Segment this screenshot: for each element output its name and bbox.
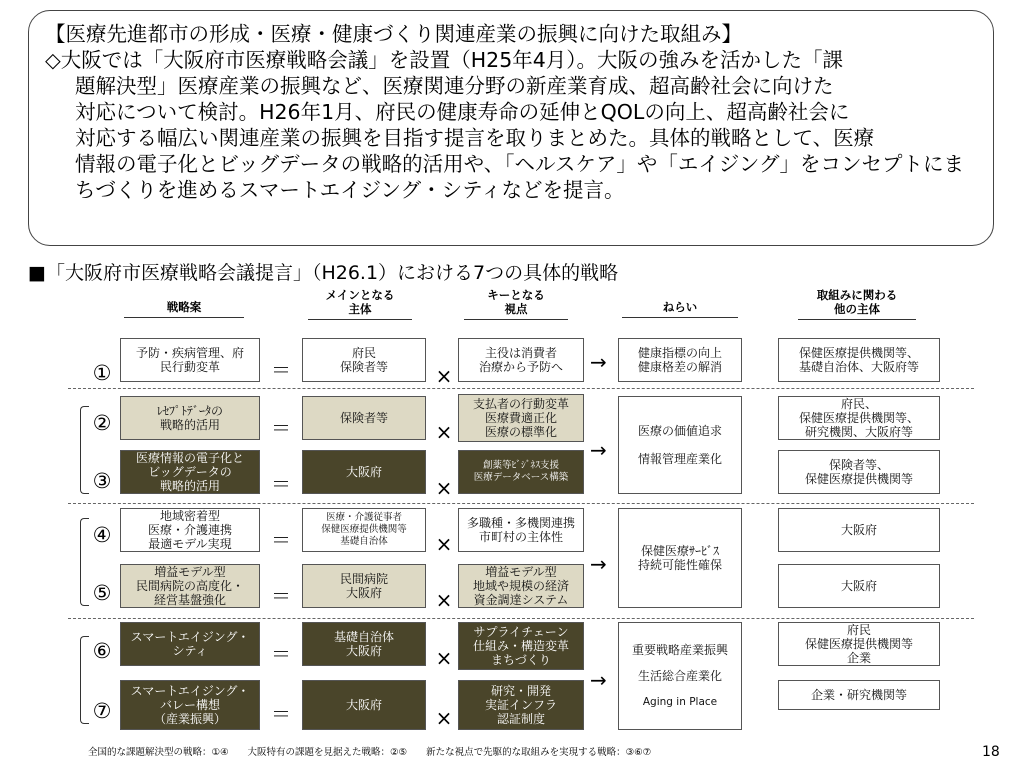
header-strategy: 戦略案 xyxy=(124,300,244,314)
arrow-icon: → xyxy=(590,350,607,374)
arrow-icon: → xyxy=(590,438,607,462)
section-title: ■「大阪府市医療戦略会議提言」（H26.1）における7つの具体的戦略 xyxy=(28,262,619,284)
footer-note: 全国的な課題解決型の戦略：①④ 大阪特有の課題を見据えた戦略：②⑤ 新たな視点で先駆的な取組みを実現する戦略：③⑥⑦ xyxy=(88,747,652,758)
key-view-box: サプライチェーン 仕組み・構造変革 まちづくり xyxy=(458,622,584,670)
other-actors-box: 大阪府 xyxy=(778,564,940,608)
header-other-actors: 取組みに関わる 他の主体 xyxy=(798,288,916,316)
group-divider xyxy=(68,618,974,619)
times-sign: × xyxy=(435,420,453,444)
main-actor-box: 医療・介護従事者 保健医療提供機関等 基礎自治体 xyxy=(302,508,426,552)
other-actors-box: 保健医療提供機関等、 基礎自治体、大阪府等 xyxy=(778,338,940,382)
arrow-icon: → xyxy=(590,552,607,576)
strategy-box: ﾚｾﾌﾟﾄﾃﾞｰﾀの 戦略的活用 xyxy=(120,396,260,440)
group-divider xyxy=(68,388,974,389)
equals-sign: ＝ xyxy=(271,416,291,440)
page-number: 18 xyxy=(982,744,1000,760)
main-actor-box: 大阪府 xyxy=(302,450,426,494)
equals-sign: ＝ xyxy=(271,472,291,496)
intro-line: ◇大阪では「大阪府市医療戦略会議」を設置（H25年4月）。大阪の強みを活かした「課 xyxy=(45,48,844,72)
strategy-box: スマートエイジング・ シティ xyxy=(120,622,260,666)
other-actors-box: 府民 保健医療提供機関等 企業 xyxy=(778,622,940,666)
other-actors-box: 大阪府 xyxy=(778,508,940,552)
other-actors-box: 府民、 保健医療提供機関等、 研究機関、大阪府等 xyxy=(778,396,940,440)
intro-line: 対応について検討。H26年1月、府民の健康寿命の延伸とQOLの向上、超高齢社会に xyxy=(75,100,850,124)
times-sign: × xyxy=(435,476,453,500)
aim-box: 健康指標の向上 健康格差の解消 xyxy=(618,338,742,382)
other-actors-box: 保険者等、 保健医療提供機関等 xyxy=(778,450,940,494)
main-actor-box: 府民 保険者等 xyxy=(302,338,426,382)
key-view-box: 主役は消費者 治療から予防へ xyxy=(458,338,584,382)
key-view-box: 支払者の行動変革 医療費適正化 医療の標準化 xyxy=(458,394,584,442)
times-sign: × xyxy=(435,706,453,730)
equals-sign: ＝ xyxy=(271,584,291,608)
times-sign: × xyxy=(435,588,453,612)
key-view-box: 多職種・多機関連携 市町村の主体性 xyxy=(458,508,584,552)
row-number: ⑤ xyxy=(92,581,112,605)
intro-heading: 【医療先進都市の形成・医療・健康づくり関連産業の振興に向けた取組み】 xyxy=(45,22,742,46)
intro-line: 題解決型」医療産業の振興など、医療関連分野の新産業育成、超高齢社会に向けた xyxy=(75,74,834,98)
strategy-box: 予防・疾病管理、府 民行動変革 xyxy=(120,338,260,382)
key-view-box: 増益モデル型 地域や規模の経済 資金調達システム xyxy=(458,564,584,608)
intro-box xyxy=(28,10,994,246)
main-actor-box: 保険者等 xyxy=(302,396,426,440)
row-number: ⑥ xyxy=(92,639,112,663)
header-aim: ねらい xyxy=(622,300,738,314)
strategy-box: 増益モデル型 民間病院の高度化・ 経営基盤強化 xyxy=(120,564,260,608)
main-actor-box: 民間病院 大阪府 xyxy=(302,564,426,608)
key-view-box: 研究・開発 実証インフラ 認証制度 xyxy=(458,680,584,730)
row-number: ② xyxy=(92,411,112,435)
times-sign: × xyxy=(435,532,453,556)
intro-line: ちづくりを進めるスマートエイジング・シティなどを提言。 xyxy=(75,178,625,202)
other-actors-box: 企業・研究機関等 xyxy=(778,680,940,710)
row-number: ③ xyxy=(92,469,112,493)
row-number: ① xyxy=(92,361,112,385)
equals-sign: ＝ xyxy=(271,528,291,552)
key-view-box: 創薬等ﾋﾞｼﾞﾈｽ支援 医療データベース構築 xyxy=(458,450,584,494)
arrow-icon: → xyxy=(590,668,607,692)
times-sign: × xyxy=(435,646,453,670)
row-number: ④ xyxy=(92,523,112,547)
times-sign: × xyxy=(435,364,453,388)
equals-sign: ＝ xyxy=(271,642,291,666)
row-number: ⑦ xyxy=(92,699,112,723)
header-main-actor: メインとなる 主体 xyxy=(308,288,412,316)
equals-sign: ＝ xyxy=(271,358,291,382)
main-actor-box: 大阪府 xyxy=(302,680,426,730)
equals-sign: ＝ xyxy=(271,702,291,726)
header-key-view: キーとなる 視点 xyxy=(464,288,568,316)
strategy-box: 地域密着型 医療・介護連携 最適モデル実現 xyxy=(120,508,260,552)
strategy-box: スマートエイジング・ バレー構想 （産業振興） xyxy=(120,680,260,730)
aim-box: 保健医療ｻｰﾋﾞｽ 持続可能性確保 xyxy=(618,508,742,608)
aim-box: 医療の価値追求 情報管理産業化 xyxy=(618,396,742,494)
aim-box: 重要戦略産業振興 生活総合産業化 Aging in Place xyxy=(618,622,742,730)
intro-line: 対応する幅広い関連産業の振興を目指す提言を取りまとめた。具体的戦略として、医療 xyxy=(75,126,875,150)
group-divider xyxy=(68,503,974,504)
strategy-box: 医療情報の電子化と ビッグデータの 戦略的活用 xyxy=(120,450,260,494)
main-actor-box: 基礎自治体 大阪府 xyxy=(302,622,426,666)
intro-line: 情報の電子化とビッグデータの戦略的活用や、「ヘルスケア」や「エイジング」をコンセプトにま xyxy=(75,152,964,176)
